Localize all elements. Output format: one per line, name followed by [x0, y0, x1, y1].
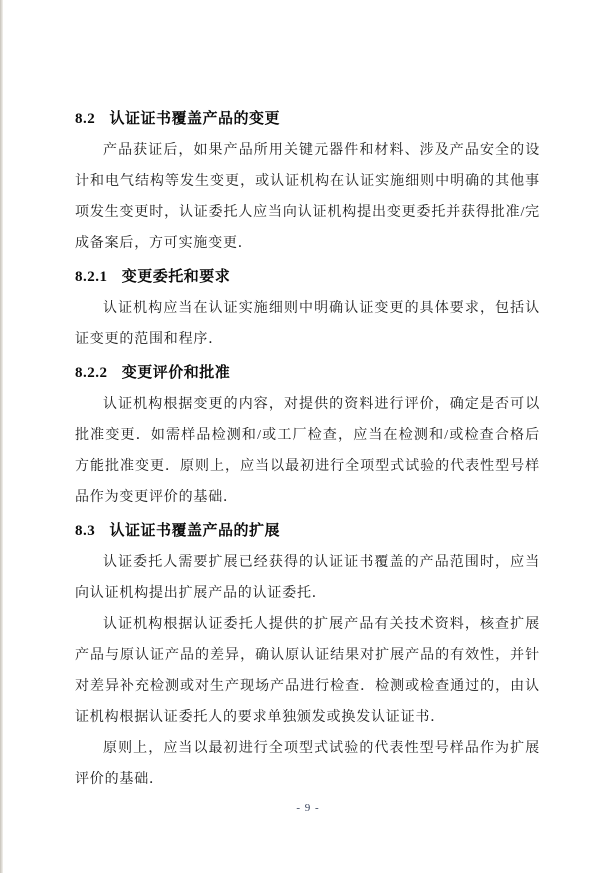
section-number: 8.2.2 [75, 365, 108, 381]
section-heading-8-2-1 [75, 262, 540, 293]
section-title: 变更委托和要求 [121, 269, 231, 285]
section-title: 认证证书覆盖产品的扩展 [109, 523, 281, 539]
paragraph-change-request: 认证机构应当在认证实施细则中明确认证变更的具体要求，包括认证变更的范围和程序． [75, 301, 540, 347]
section-title: 认证证书覆盖产品的变更 [109, 111, 281, 127]
section-title: 变更评价和批准 [121, 365, 231, 381]
paragraph-extension-review: 认证机构根据认证委托人提供的扩展产品有关技术资料，核查扩展产品与原认证产品的差异，确认原认证结果对扩展产品的有效性，并针对差异补充检测或对生产现场产品进行检查．检测或检查通过的，由认证机构根据认证委托人的要求单独颁发或换发认证证书． [75, 617, 540, 725]
paragraph-extension-request: 认证委托人需要扩展已经获得的认证证书覆盖的产品范围时，应当向认证机构提出扩展产品的认证委托． [75, 555, 540, 601]
paragraph-extension-basis: 原则上，应当以最初进行全项型式试验的代表性型号样品作为扩展评价的基础． [75, 741, 540, 787]
section-heading-8-2 [75, 104, 540, 135]
document-content [75, 104, 540, 795]
section-heading-8-2-2 [75, 358, 540, 389]
scan-edge-shadow [0, 0, 3, 873]
paragraph-change-evaluation: 认证机构根据变更的内容，对提供的资料进行评价，确定是否可以批准变更．如需样品检测和/或工厂检查，应当在检测和/或检查合格后方能批准变更．原则上，应当以最初进行全项型式试验的代表性型号样品作为变更评价的基础． [75, 397, 540, 505]
section-heading-8-3 [75, 516, 540, 547]
paragraph-change-overview: 产品获证后，如果产品所用关键元器件和材料、涉及产品安全的设计和电气结构等发生变更，或认证机构在认证实施细则中明确的其他事项发生变更时，认证委托人应当向认证机构提出变更委托并获得批准/完成备案后，方可实施变更． [75, 143, 540, 251]
page-number: - 9 - [296, 802, 320, 814]
section-number: 8.3 [75, 523, 96, 539]
page-footer [0, 798, 616, 816]
section-number: 8.2.1 [75, 269, 108, 285]
section-number: 8.2 [75, 111, 96, 127]
